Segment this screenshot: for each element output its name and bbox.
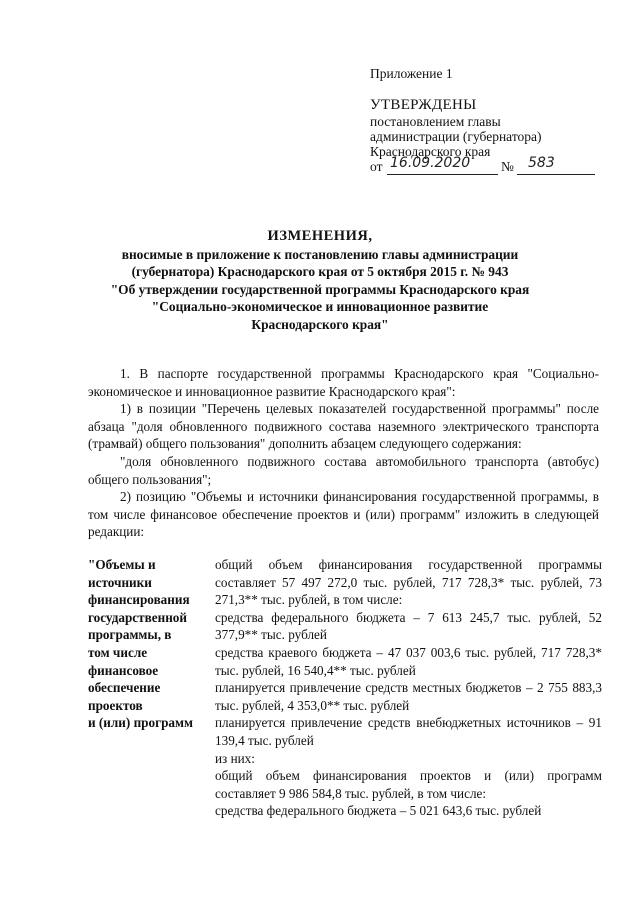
annex-label: Приложение 1 (370, 66, 453, 81)
left-line: программы, в (88, 627, 172, 643)
number-underline (517, 174, 595, 175)
document-title (100, 228, 540, 333)
handwritten-number: 583 (528, 155, 555, 171)
paragraph-2: 1) в позиции "Перечень целевых показателей государственной программы" после абзаца "доля обновленного подвижного состава наземного электрического транспорта (трамвай) общего пользования" дополнить абзацем следующего содержания: (88, 401, 599, 452)
table-left-column (88, 556, 206, 732)
paragraph-4: 2) позицию "Объемы и источники финансирования государственной программы, в том числе финансовое обеспечение проектов и (или) программ" изложить в следующей редакции: (88, 489, 599, 540)
title-line: "Об утверждении государственной программы Краснодарского края (110, 281, 530, 297)
date-number-line (370, 155, 555, 175)
approval-line: администрации (губернатора) (370, 129, 542, 144)
title-line: "Социально-экономическое и инновационное развитие (151, 299, 489, 314)
financing-paragraph: планируется привлечение средств местных бюджетов – 2 755 883,3 тыс. рублей, 4 353,0** тыс. рублей (215, 680, 602, 713)
approval-line: Краснодарского края (370, 144, 491, 159)
document-body (88, 365, 599, 541)
paragraph-3: "доля обновленного подвижного состава автомобильного транспорта (автобус) общего пользования"; (88, 453, 599, 487)
financing-paragraph: средства федерального бюджета – 7 613 245,7 тыс. рублей, 52 377,9** тыс. рублей (215, 609, 602, 643)
left-line: том числе (88, 644, 148, 660)
left-line: финансовое (88, 662, 159, 678)
financing-paragraph: средства краевого бюджета – 47 037 003,6 тыс. рублей, 717 728,3* тыс. рублей, 16 540,4** тыс. рублей (215, 644, 602, 678)
financing-paragraph: общий объем финансирования государственной программы составляет 57 497 272,0 тыс. рублей, 717 728,3* тыс. рублей, 73 271,3** тыс. рублей, в том числе: (215, 557, 602, 608)
title-heading: ИЗМЕНЕНИЯ, (267, 228, 373, 244)
financing-paragraph: планируется привлечение средств внебюджетных источников – 91 139,4 тыс. рублей (215, 715, 602, 748)
number-label: № (501, 159, 514, 174)
left-line: источники (88, 574, 152, 590)
approval-block (370, 66, 555, 175)
financing-paragraph: общий объем финансирования проектов и (или) программ составляет 9 986 584,8 тыс. рублей, в том числе: (215, 768, 602, 801)
left-line: финансирования (88, 592, 190, 608)
left-line: обеспечение (88, 680, 161, 696)
handwritten-date: 16.09.2020 (390, 155, 471, 171)
left-line: "Объемы и (88, 557, 156, 572)
approved-label: УТВЕРЖДЕНЫ (370, 97, 477, 113)
table-right-column (215, 556, 602, 820)
from-label: от (370, 159, 383, 174)
paragraph-1: 1. В паспорте государственной программы Краснодарского края "Социально-экономическое и инновационное развитие Краснодарского края": (88, 366, 599, 399)
left-line: и (или) программ (88, 715, 193, 731)
financing-paragraph: из них: (215, 750, 255, 766)
title-line: Краснодарского края" (251, 316, 389, 332)
approval-line: постановлением главы (370, 114, 501, 129)
left-line: государственной (88, 609, 187, 625)
date-underline (387, 174, 498, 175)
title-line: (губернатора) Краснодарского края от 5 октября 2015 г. № 943 (131, 264, 509, 279)
left-line: проектов (88, 697, 143, 713)
financing-paragraph: средства федерального бюджета – 5 021 643,6 тыс. рублей (215, 803, 542, 819)
title-line: вносимые в приложение к постановлению главы администрации (121, 246, 519, 262)
